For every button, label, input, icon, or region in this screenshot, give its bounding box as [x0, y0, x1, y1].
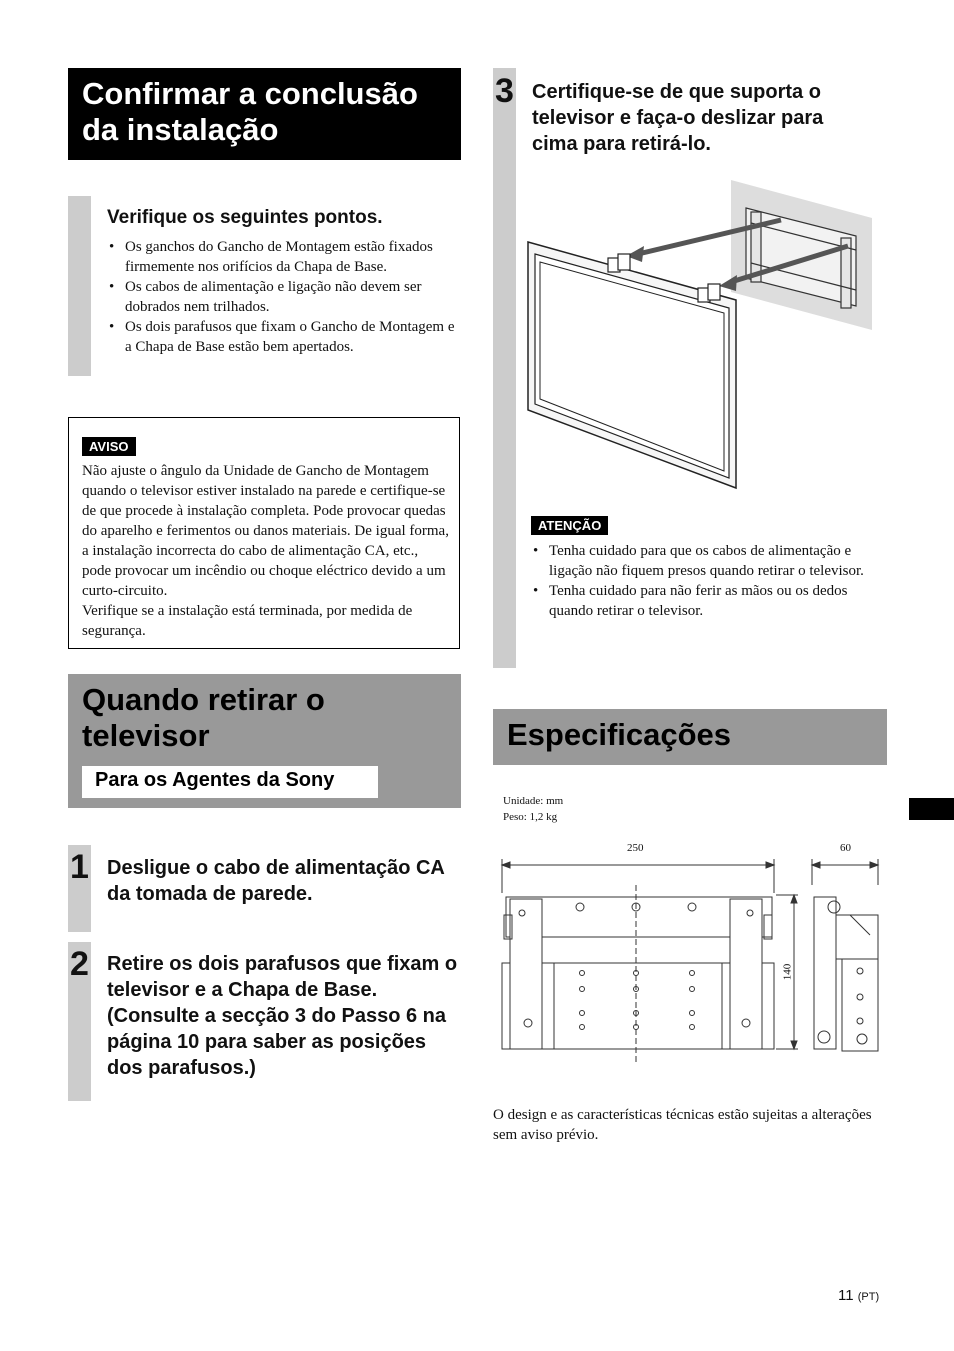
- step-number: 2: [70, 945, 89, 983]
- section-heading-confirm: [68, 68, 461, 160]
- weight-label: Peso: 1,2 kg: [503, 811, 558, 823]
- checklist: [107, 237, 462, 357]
- heading-line-2: televisor: [82, 718, 210, 753]
- page-lang: (PT): [857, 1291, 880, 1303]
- caution-list: [531, 541, 876, 621]
- side-tab: [909, 798, 954, 820]
- dim-depth-label: 60: [840, 842, 851, 854]
- warning-box: [68, 417, 460, 649]
- heading-line-1: Quando retirar o: [82, 682, 325, 717]
- warning-text: Não ajuste o ângulo da Unidade de Gancho de Montagem quando o televisor estiver instalado na parede e certifique-se de que procede à instalação completa. Pode provocar quedas do aparelho e ferimentos ou danos materiais. De igual forma, a instalação incorrecta do cabo de alimentação CA, etc., pode provocar um incêndio ou choque eléctrico devido a um curto-circuito.: [82, 463, 449, 599]
- specs-note: O design e as características técnicas estão sujeitas a alterações sem aviso prévio.: [493, 1107, 872, 1143]
- dim-height-label: 140: [781, 963, 794, 981]
- step-number: 3: [495, 72, 514, 110]
- heading-line-1: Confirmar a conclusão: [82, 76, 418, 111]
- step-text: Desligue o cabo de alimentação CA da tomada de parede.: [107, 857, 445, 905]
- step-text: Certifique-se de que suporta o televisor e faça-o deslizar para cima para retirá-lo.: [532, 81, 824, 155]
- checklist-item: • Os cabos de alimentação e ligação não devem ser dobrados nem trilhados.: [107, 277, 462, 317]
- unit-label: Unidade: mm: [503, 795, 564, 807]
- checklist-title: Verifique os seguintes pontos.: [107, 207, 383, 228]
- checklist-item: • Os ganchos do Gancho de Montagem estão fixados firmemente nos orifícios da Chapa de Base.: [107, 237, 462, 277]
- specs-title: Especificações: [507, 717, 732, 752]
- dim-width-label: 250: [627, 842, 644, 854]
- page-number-value: 11: [838, 1287, 854, 1304]
- warning-text-2: Verifique se a instalação está terminada, por medida de segurança.: [82, 603, 413, 639]
- subtitle: Para os Agentes da Sony: [95, 769, 335, 791]
- step-number: 1: [70, 848, 89, 886]
- section-heading-remove: [68, 674, 461, 808]
- caution-item: • Tenha cuidado para não ferir as mãos ou os dedos quando retirar o televisor.: [531, 581, 876, 621]
- tv-removal-illustration: [526, 178, 876, 490]
- checklist-item: • Os dois parafusos que fixam o Gancho de Montagem e a Chapa de Base estão bem apertados.: [107, 317, 462, 357]
- caution-tag: ATENÇÃO: [531, 516, 608, 535]
- dimension-drawing: [498, 855, 884, 1067]
- step-bar: [493, 68, 516, 668]
- step-text: Retire os dois parafusos que fixam o televisor e a Chapa de Base. (Consulte a secção 3 do Passo 6 na página 10 para saber as posições dos parafusos.): [107, 953, 458, 1079]
- warning-tag: AVISO: [82, 437, 136, 456]
- section-heading-specs: [493, 709, 887, 765]
- page-number: [838, 1287, 879, 1304]
- subtitle-box: [82, 766, 378, 798]
- gray-side-bar: [68, 196, 91, 376]
- caution-item: • Tenha cuidado para que os cabos de alimentação e ligação não fiquem presos quando retirar o televisor.: [531, 541, 876, 581]
- heading-line-2: da instalação: [82, 112, 279, 147]
